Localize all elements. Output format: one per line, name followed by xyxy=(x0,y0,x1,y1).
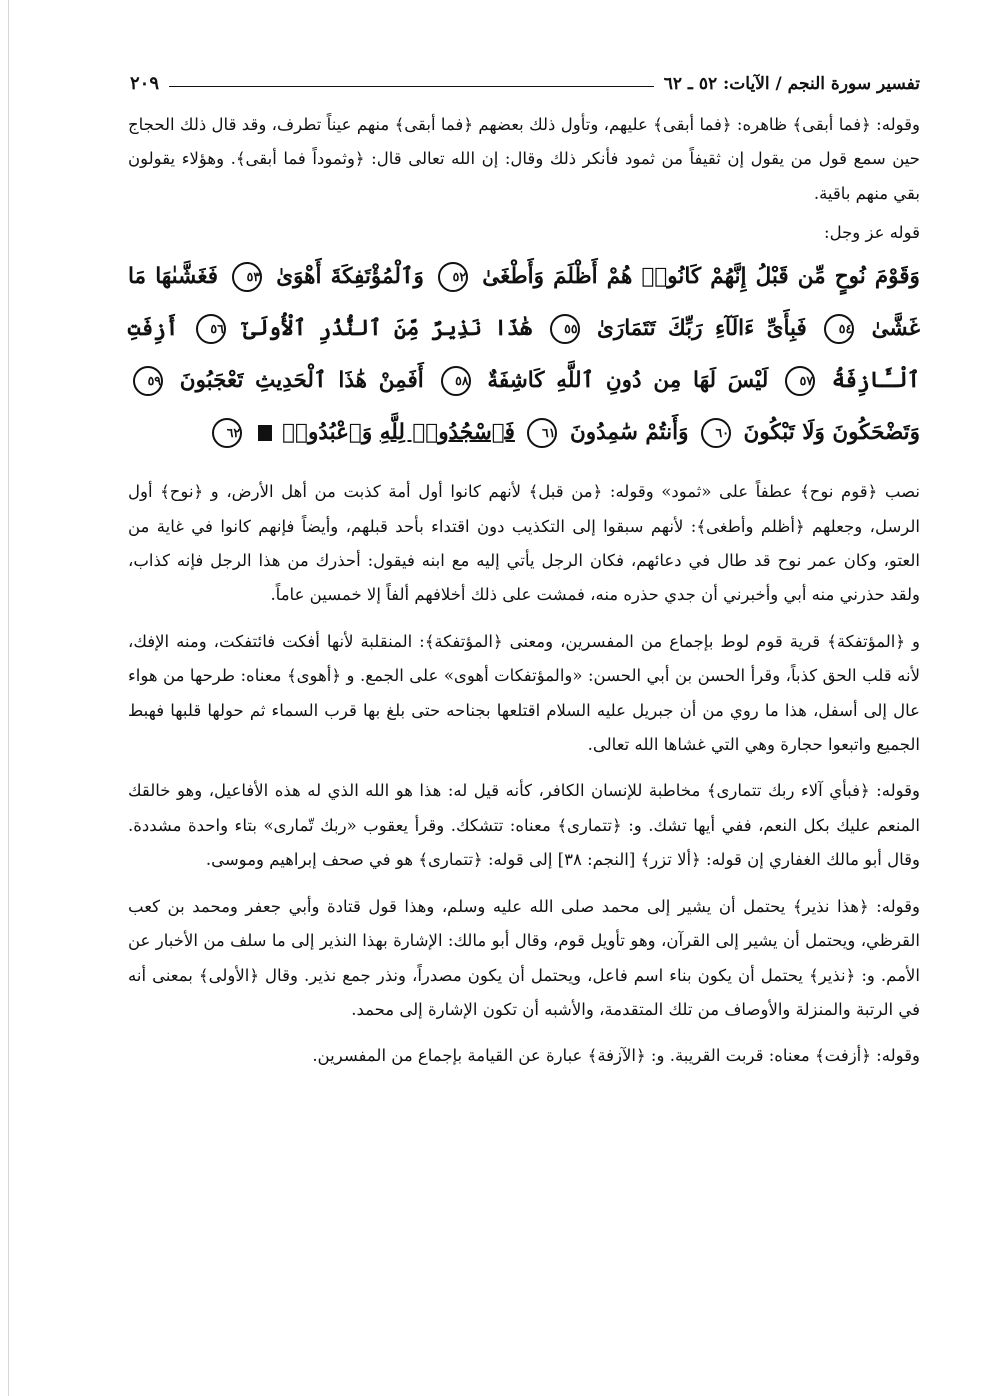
paragraph-5: وقوله: ﴿هذا نذير﴾ يحتمل أن يشير إلى محمد صلى الله عليه وسلم، وهذا قول قتادة وأبي جعفر ومحمد بن كعب القرظي، ويحتمل أن يشير إلى القرآن، وهو تأويل قوم، وقال أبو مالك: الإشارة بهذا النذير إلى ما سلف من الأخبار عن الأمم. و: ﴿نذير﴾ يحتمل أن يكون بناء اسم فاعل، ويحتمل أن يكون مصدراً، ونذر جمع نذير. وقال ﴿الأولى﴾ بمعنى أنه في الرتبة والمنزلة والأوصاف من تلك المتقدمة، والأشبه أن تكون الإشارة إلى محمد. xyxy=(128,896,920,1019)
verse-marker-52: ٥٢ xyxy=(438,262,468,292)
verse-marker-54: ٥٤ xyxy=(824,314,854,344)
verse-intro: قوله عز وجل: xyxy=(824,223,920,243)
verse-marker-56: ٥٦ xyxy=(196,314,226,344)
verse-54-text: فَغَشَّىٰهَا مَا غَشَّىٰ xyxy=(128,264,920,342)
header-title: تفسير سورة النجم / الآيات: ٥٢ ـ ٦٢ xyxy=(663,74,920,94)
verse-62-sajda-text: فَٱسْجُدُوا۟ لِلَّهِ xyxy=(379,420,515,446)
verse-marker-61: ٦١ xyxy=(527,418,557,448)
page-body xyxy=(128,108,920,1356)
header-rule xyxy=(169,86,654,87)
verse-62-text: وَٱعْبُدُوا۟ xyxy=(282,420,373,446)
verse-marker-59: ٥٩ xyxy=(133,366,163,396)
verse-53-text: وَٱلْمُؤْتَفِكَةَ أَهْوَىٰ xyxy=(276,264,424,290)
verse-58-text: لَيْسَ لَهَا مِن دُونِ ٱللَّهِ كَاشِفَةٌ xyxy=(487,368,769,394)
verse-marker-53: ٥٣ xyxy=(232,262,262,292)
verse-marker-55: ٥٥ xyxy=(550,314,580,344)
page-number: ٢٠٩ xyxy=(130,73,160,94)
quran-verses-block xyxy=(128,251,920,459)
verse-61-text: وَأَنتُمْ سَٰمِدُونَ xyxy=(569,420,689,446)
running-header xyxy=(130,64,920,94)
verse-marker-62: ٦٢ xyxy=(212,418,242,448)
scan-edge-line xyxy=(8,0,9,1396)
verse-52-text: وَقَوْمَ نُوحٍ مِّن قَبْلُ إِنَّهُمْ كَانُوا۟ هُمْ أَظْلَمَ وَأَطْغَىٰ xyxy=(482,264,920,290)
paragraph-3: و ﴿المؤتفكة﴾ قرية قوم لوط بإجماع من المفسرين، ومعنى ﴿المؤتفكة﴾: المنقلبة لأنها أفكت فائتفكت، ومنه الإفك، لأنه قلب الحق كذباً، وقرأ الحسن بن أبي الحسن: «والمؤتفكات أهوى» على الجمع. و ﴿أهوى﴾ معناه: طرحها من هواء عال إلى أسفل، هذا ما روي من أن جبريل عليه السلام اقتلعها بجناحه حتى بلغ بها قرب السماء ثم حولها قلبها فهبط الجميع واتبعوا حجارة وهي التي غشاها الله تعالى. xyxy=(128,631,920,755)
verse-marker-57: ٥٧ xyxy=(785,366,815,396)
verse-marker-58: ٥٨ xyxy=(441,366,471,396)
sajda-icon xyxy=(258,425,272,441)
verse-marker-60: ٦٠ xyxy=(701,418,731,448)
verse-55-text: فَبِأَىِّ ءَالَآءِ رَبِّكَ تَتَمَارَىٰ xyxy=(596,316,807,342)
verse-60-text: وَتَضْحَكُونَ وَلَا تَبْكُونَ xyxy=(743,420,920,446)
paragraph-4: وقوله: ﴿فبأي آلاء ربك تتمارى﴾ مخاطبة للإنسان الكافر، كأنه قيل له: هذا هو الله الذي له هذه الأفاعيل، وهو خالقك المنعم عليك بكل النعم، ففي أيها تشك. و: ﴿تتمارى﴾ معناه: تتشكك. وقرأ يعقوب «ربك تّمارى» بتاء واحدة مشددة. وقال أبو مالك الغفاري إن قوله: ﴿ألا تزر﴾ [النجم: ٣٨] إلى قوله: ﴿تتمارى﴾ هو في صحف إبراهيم وموسى. xyxy=(128,781,920,870)
paragraph-2: نصب ﴿قوم نوح﴾ عطفاً على «ثمود» وقوله: ﴿من قبل﴾ لأنهم كانوا أول أمة كذبت من أهل الأرض، و ﴿نوح﴾ أول الرسل، وجعلهم ﴿أظلم وأطغى﴾: لأنهم سبقوا إلى التكذيب دون اقتداء بأحد قبلهم، وأيضاً فإنهم كانوا في غاية من العتو، وكان عمر نوح قد طال في دعائهم، فكان الرجل يأتي إليه مع ابنه فيقول: أحذرك من هذا الرجل فإنه كذاب، ولقد حذرني منه أبي وأخبرني أن جدي حذره منه، فمشت على ذلك أخلافهم ألفاً إلا خمسين عاماً. xyxy=(128,482,920,605)
verse-57-text: أَزِفَتِ ٱلْـَٔازِفَةُ xyxy=(128,316,921,394)
paragraph-6: وقوله: ﴿أزفت﴾ معناه: قربت القريبة. و: ﴿الآزفة﴾ عبارة عن القيامة بإجماع من المفسرين. xyxy=(312,1046,920,1066)
paragraph-1: وقوله: ﴿فما أبقى﴾ ظاهره: ﴿فما أبقى﴾ عليهم، وتأول ذلك بعضهم ﴿فما أبقى﴾ منهم عيناً تطرف، وقد قال ذلك الحجاج حين سمع قول من يقول إن ثقيفاً من ثمود فأنكر ذلك وقال: إن الله تعالى قال: ﴿وثموداً فما أبقى﴾. وهؤلاء يقولون بقي منهم باقية. xyxy=(128,115,920,203)
verse-59-text: أَفَمِنْ هَٰذَا ٱلْحَدِيثِ تَعْجَبُونَ xyxy=(179,368,424,394)
verse-56-text: هَٰذَا نَذِيرٌ مِّنَ ٱلنُّذُرِ ٱلْأُولَىٰٓ xyxy=(243,316,533,342)
